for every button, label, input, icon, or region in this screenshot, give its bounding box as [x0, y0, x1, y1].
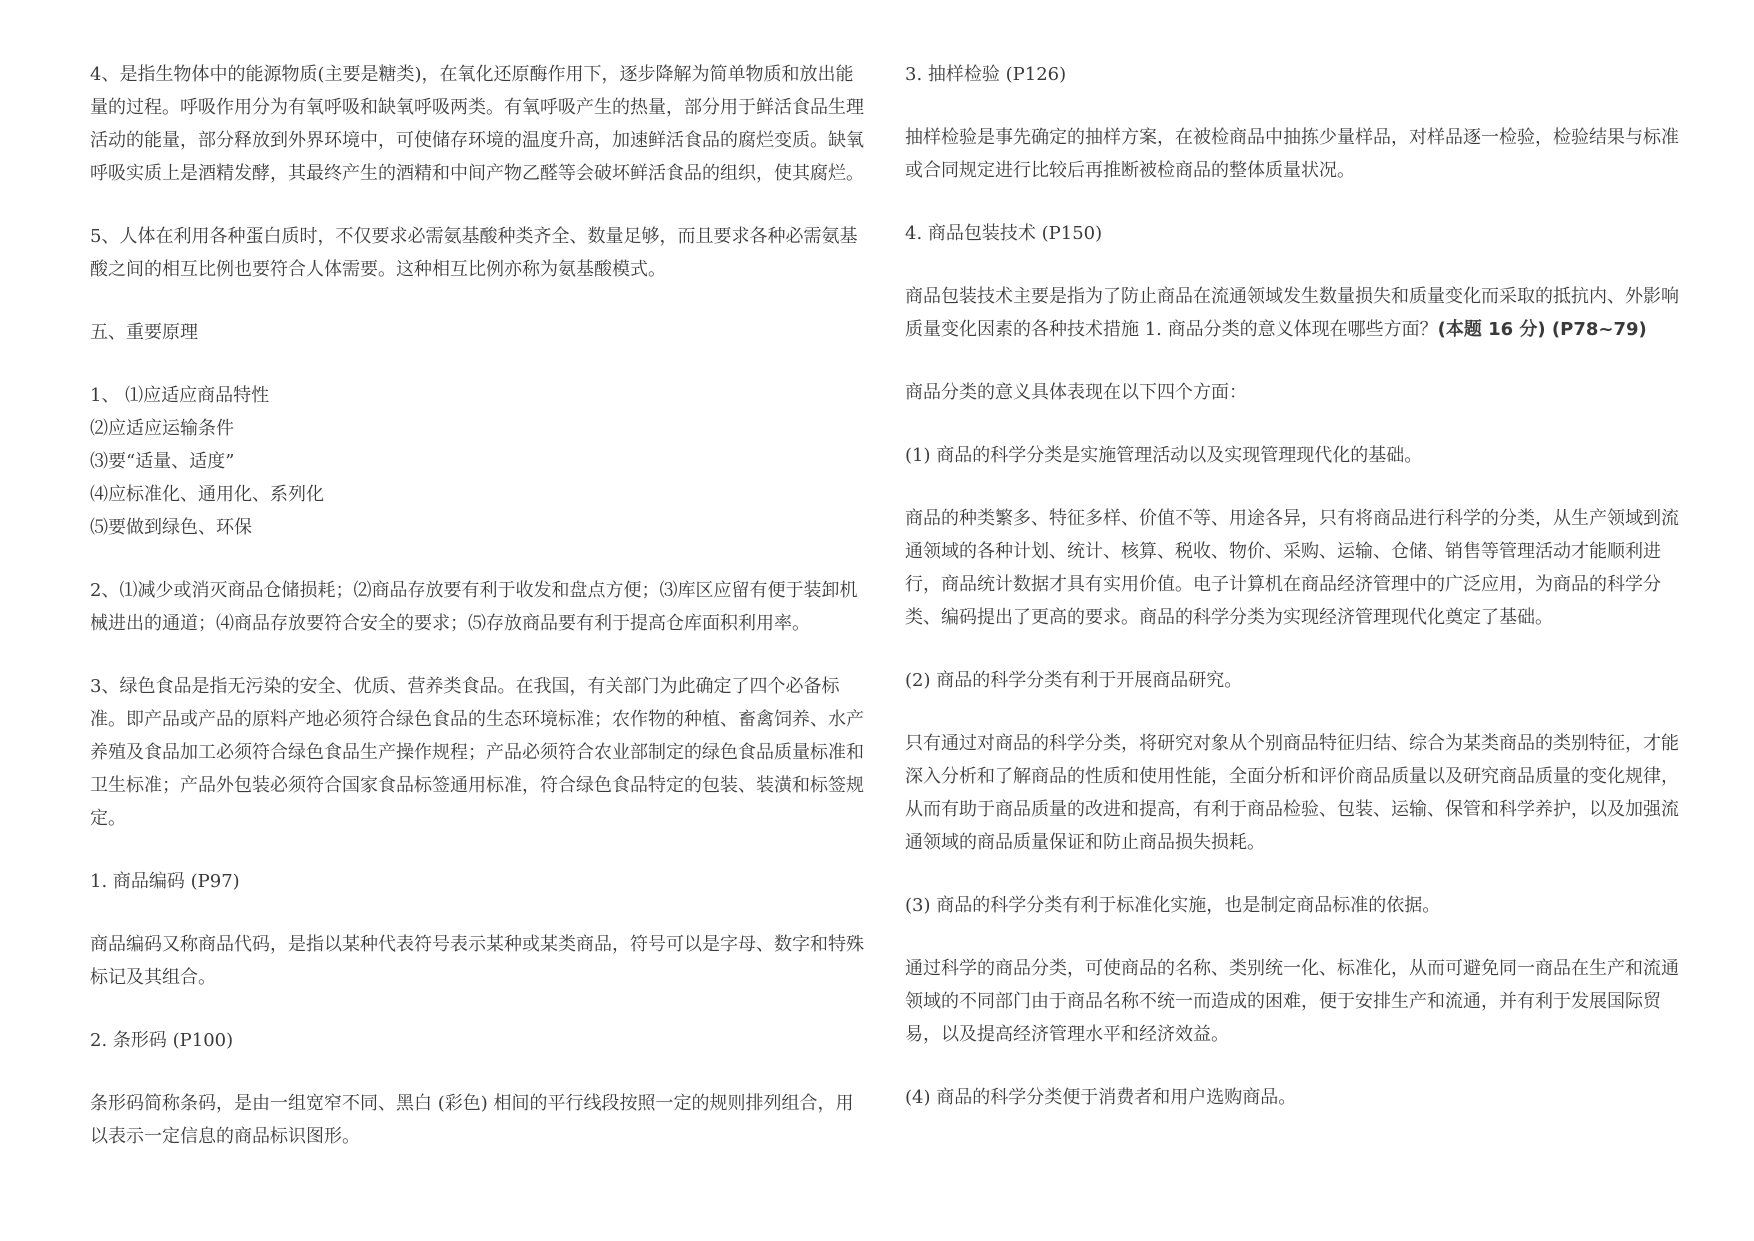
paragraph-barcode: 条形码简称条码，是由一组宽窄不同、黑白 (彩色) 相间的平行线段按照一定的规则排列组合，用以表示一定信息的商品标识图形。	[90, 1093, 854, 1147]
list-item-packaging-2: ⑵应适应运输条件	[90, 418, 234, 439]
list-item-packaging-1: 1、 ⑴应适应商品特性	[90, 385, 270, 406]
heading-product-code: 1. 商品编码 (P97)	[90, 871, 240, 892]
list-item-packaging-3: ⑶要“适量、适度”	[90, 451, 235, 472]
subheading-classification-2: (2) 商品的科学分类有利于开展商品研究。	[905, 670, 1243, 691]
paragraph-sampling: 抽样检验是事先确定的抽样方案，在被检商品中抽拣少量样品，对样品逐一检验，检验结果与标准或合同规定进行比较后再推断被检商品的整体质量状况。	[905, 127, 1679, 181]
paragraph-amino-acid: 5、人体在利用各种蛋白质时，不仅要求必需氨基酸种类齐全、数量足够，而且要求各种必需氨基酸之间的相互比例也要符合人体需要。这种相互比例亦称为氨基酸模式。	[90, 226, 858, 280]
subheading-classification-3: (3) 商品的科学分类有利于标准化实施，也是制定商品标准的依据。	[905, 895, 1441, 916]
paragraph-classification-1: 商品的种类繁多、特征多样、价值不等、用途各异，只有将商品进行科学的分类，从生产领域到流通领域的各种计划、统计、核算、税收、物价、采购、运输、仓储、销售等管理活动才能顺利进行，商品统计数据才具有实用价值。电子计算机在商品经济管理中的广泛应用，为商品的科学分类、编码提出了更高的要求。商品的科学分类为实现经济管理现代化奠定了基础。	[905, 508, 1679, 628]
right-column	[905, 58, 1680, 1114]
subheading-classification-4: (4) 商品的科学分类便于消费者和用户选购商品。	[905, 1087, 1297, 1108]
paragraph-classification-3: 通过科学的商品分类，可使商品的名称、类别统一化、标准化，从而可避免同一商品在生产和流通领域的不同部门由于商品名称不统一而造成的困难，便于安排生产和流通，并有利于发展国际贸易，以及提高经济管理水平和经济效益。	[905, 958, 1679, 1045]
paragraph-classification-intro: 商品分类的意义具体表现在以下四个方面：	[905, 382, 1247, 403]
heading-sampling: 3. 抽样检验 (P126)	[905, 64, 1067, 85]
paragraph-classification-2: 只有通过对商品的科学分类，将研究对象从个别商品特征归结、综合为某类商品的类别特征，才能深入分析和了解商品的性质和使用性能，全面分析和评价商品质量以及研究商品质量的变化规律，从而有助于商品质量的改进和提高，有利于商品检验、包装、运输、保管和科学养护，以及加强流通领域的商品质量保证和防止商品损失损耗。	[905, 733, 1679, 853]
heading-packaging-tech: 4. 商品包装技术 (P150)	[905, 223, 1103, 244]
subheading-classification-1: (1) 商品的科学分类是实施管理活动以及实现管理现代化的基础。	[905, 445, 1423, 466]
paragraph-packaging-tech	[905, 280, 1680, 346]
packaging-tech-text: 商品包装技术主要是指为了防止商品在流通领域发生数量损失和质量变化而采取的抵抗内、外影响质量变化因素的各种技术措施 1. 商品分类的意义体现在哪些方面？	[905, 286, 1679, 340]
paragraph-green-food: 3、绿色食品是指无污染的安全、优质、营养类食品。在我国，有关部门为此确定了四个必备标准。即产品或产品的原料产地必须符合绿色食品的生态环境标准；农作物的种植、畜禽饲养、水产养殖及食品加工必须符合绿色食品生产操作规程；产品必须符合农业部制定的绿色食品质量标准和卫生标准；产品外包装必须符合国家食品标签通用标准，符合绿色食品特定的包装、装潢和标签规定。	[90, 676, 864, 829]
left-column	[90, 58, 865, 1153]
section-heading-principles: 五、重要原理	[90, 322, 198, 343]
list-item-packaging-5: ⑸要做到绿色、环保	[90, 517, 252, 538]
question-score-note: (本题 16 分) (P78~79)	[1437, 319, 1647, 340]
heading-barcode: 2. 条形码 (P100)	[90, 1030, 234, 1051]
paragraph-respiration: 4、是指生物体中的能源物质(主要是糖类)，在氧化还原酶作用下，逐步降解为简单物质和放出能量的过程。呼吸作用分为有氧呼吸和缺氧呼吸两类。有氧呼吸产生的热量，部分用于鲜活食品生理活动的能量，部分释放到外界环境中，可使储存环境的温度升高，加速鲜活食品的腐烂变质。缺氧呼吸实质上是酒精发酵，其最终产生的酒精和中间产物乙醛等会破坏鲜活食品的组织，使其腐烂。	[90, 64, 864, 184]
paragraph-product-code: 商品编码又称商品代码，是指以某种代表符号表示某种或某类商品，符号可以是字母、数字和特殊标记及其组合。	[90, 934, 864, 988]
paragraph-storage: 2、⑴减少或消灭商品仓储损耗；⑵商品存放要有利于收发和盘点方便；⑶库区应留有便于装卸机械进出的通道；⑷商品存放要符合安全的要求；⑸存放商品要有利于提高仓库面积利用率。	[90, 580, 858, 634]
list-item-packaging-4: ⑷应标准化、通用化、系列化	[90, 484, 324, 505]
